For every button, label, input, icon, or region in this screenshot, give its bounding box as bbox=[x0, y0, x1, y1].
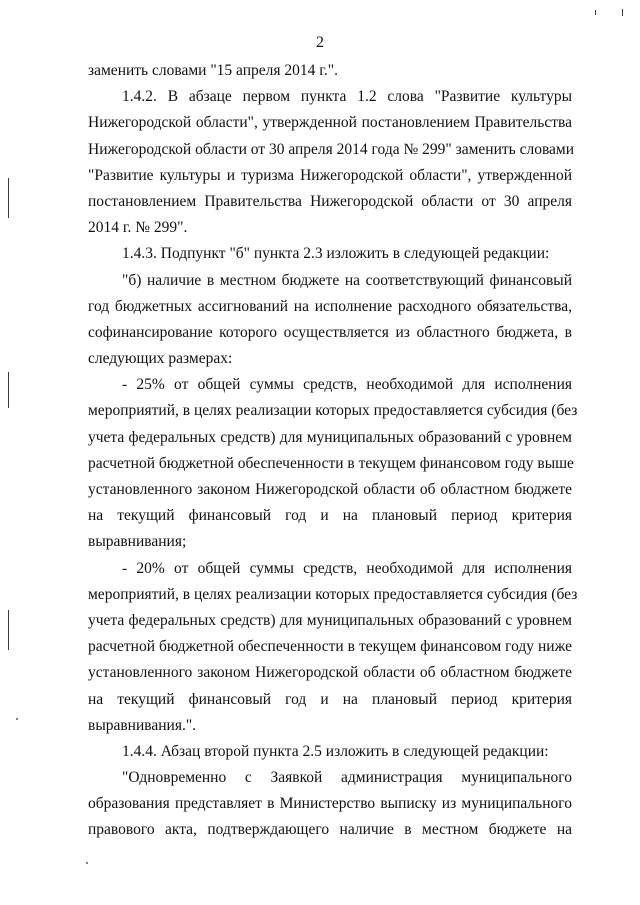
text-line: 1.4.2. В абзаце первом пункта 1.2 слова "Развитие культуры bbox=[122, 88, 572, 106]
text-line: "б) наличие в местном бюджете на соответствующий финансовый bbox=[122, 271, 572, 289]
text-line: - 20% от общей суммы средств, необходимой для исполнения bbox=[122, 559, 572, 577]
text-line: выравнивания.". bbox=[88, 716, 197, 734]
text-line: софинансирование которого осуществляется из областного бюджета, в bbox=[88, 323, 572, 341]
scan-edge-mark bbox=[622, 9, 623, 16]
text-line: 1.4.4. Абзац второй пункта 2.5 изложить в следующей редакции: bbox=[122, 742, 549, 760]
text-line: на текущий финансовый год и на плановый период критерия bbox=[88, 507, 572, 525]
page-number: 2 bbox=[316, 34, 324, 51]
text-line: учета федеральных средств) для муниципальных образований с уровнем bbox=[88, 611, 572, 629]
scan-edge-mark bbox=[595, 10, 596, 15]
scan-edge-mark bbox=[8, 372, 9, 408]
text-line: следующих размерах: bbox=[88, 350, 233, 368]
text-line: образования представляет в Министерство выписку из муниципального bbox=[88, 795, 572, 813]
text-line: учета федеральных средств) для муниципальных образований с уровнем bbox=[88, 428, 572, 446]
scan-speck bbox=[16, 718, 18, 720]
text-line: Нижегородской области от 30 апреля 2014 года № 299" заменить словами bbox=[88, 140, 575, 158]
text-line: на текущий финансовый год и на плановый период критерия bbox=[88, 690, 572, 708]
text-line: установленного законом Нижегородской области об областном бюджете bbox=[88, 664, 572, 682]
text-line: - 25% от общей суммы средств, необходимой для исполнения bbox=[122, 376, 572, 394]
document-body bbox=[88, 58, 578, 844]
text-line: расчетной бюджетной обеспеченности в текущем финансовом году ниже bbox=[88, 638, 572, 656]
text-line: год бюджетных ассигнований на исполнение расходного обязательства, bbox=[88, 297, 572, 315]
text-line: мероприятий, в целях реализации которых предоставляется субсидия (без bbox=[88, 585, 578, 603]
text-line: постановлением Правительства Нижегородской области от 30 апреля bbox=[88, 192, 572, 210]
text-line: установленного законом Нижегородской области об областном бюджете bbox=[88, 481, 572, 498]
text-line: заменить словами "15 апреля 2014 г.". bbox=[88, 62, 338, 79]
text-line: правового акта, подтверждающего наличие в местном бюджете на bbox=[88, 821, 572, 839]
text-line: Нижегородской области", утвержденной постановлением Правительства bbox=[88, 114, 572, 132]
text-line: "Одновременно с Заявкой администрация муниципального bbox=[122, 769, 572, 787]
scan-edge-mark bbox=[8, 178, 9, 218]
text-line: 1.4.3. Подпункт "б" пункта 2.3 изложить в следующей редакции: bbox=[122, 245, 550, 263]
scan-edge-mark bbox=[8, 610, 9, 650]
scan-speck bbox=[86, 862, 88, 864]
text-line: 2014 г. № 299". bbox=[88, 219, 188, 237]
text-line: расчетной бюджетной обеспеченности в текущем финансовом году выше bbox=[88, 454, 574, 472]
text-line: "Развитие культуры и туризма Нижегородской области", утвержденной bbox=[88, 166, 572, 184]
text-line: выравнивания; bbox=[88, 533, 187, 551]
text-line: мероприятий, в целях реализации которых предоставляется субсидия (без bbox=[88, 402, 578, 420]
